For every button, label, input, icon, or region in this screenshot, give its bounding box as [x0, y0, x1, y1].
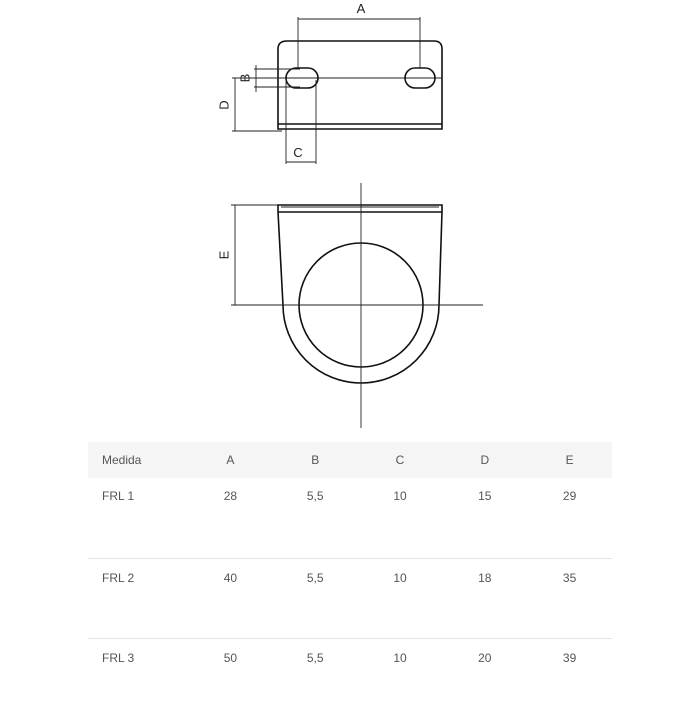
dimension-b	[237, 65, 300, 92]
table-row	[88, 638, 612, 718]
dimension-e	[216, 205, 361, 305]
column-header: C	[395, 453, 405, 467]
model-cell: FRL 3	[102, 650, 135, 665]
label-d: D	[216, 100, 232, 110]
table-cell: 40	[223, 570, 238, 585]
column-header: D	[480, 453, 490, 467]
table-cell: 5,5	[306, 650, 324, 665]
table-header-row	[88, 442, 612, 478]
model-cell: FRL 1	[102, 489, 135, 503]
column-header: A	[226, 453, 235, 467]
label-c: C	[293, 145, 303, 160]
table-cell: 15	[478, 489, 492, 503]
table-cell: 35	[562, 570, 577, 585]
table-cell: 50	[223, 650, 238, 665]
table-cell: 5,5	[306, 570, 324, 585]
label-a: A	[356, 1, 366, 16]
table-cell: 18	[478, 570, 492, 585]
table-cell: 10	[393, 489, 407, 503]
front-view	[216, 183, 483, 428]
column-header: B	[311, 453, 320, 467]
table-cell: 29	[562, 489, 577, 503]
table-cell: 28	[223, 489, 238, 503]
table-cell: 10	[393, 650, 407, 665]
dimension-d	[216, 78, 282, 131]
table-cell: 20	[478, 650, 492, 665]
top-view	[216, 1, 442, 164]
table-row	[88, 478, 612, 558]
model-cell: FRL 2	[102, 570, 135, 585]
table-cell: 5,5	[306, 489, 324, 503]
table-cell: 10	[393, 570, 407, 585]
table-cell: 39	[562, 650, 577, 665]
dimension-table	[88, 442, 612, 718]
dimension-c	[286, 80, 316, 164]
column-header: E	[565, 453, 574, 467]
column-header: Medida	[102, 453, 142, 467]
label-b: B	[237, 73, 253, 83]
table-row	[88, 558, 612, 638]
label-e: E	[216, 250, 232, 260]
dimension-a	[298, 1, 420, 68]
